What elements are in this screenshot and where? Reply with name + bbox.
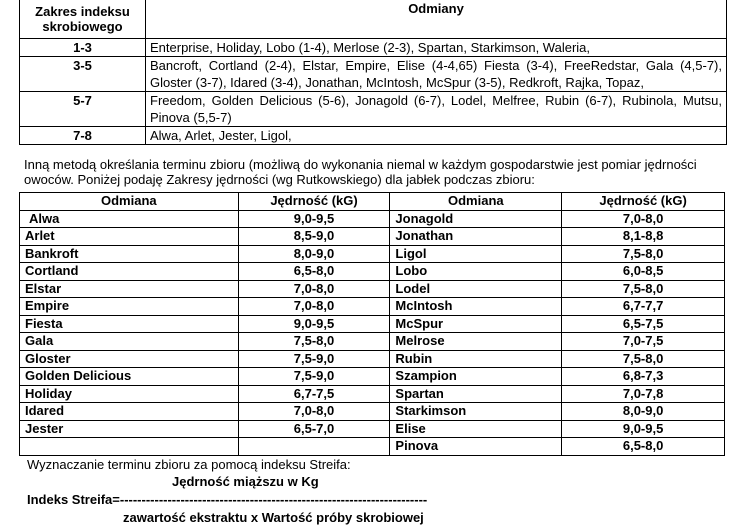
table-row: [20, 438, 725, 456]
variety-cell: Rubin: [390, 350, 562, 368]
firmness-cell: [238, 438, 390, 456]
formula-dashes: -----------------------------------------------------------------------: [119, 492, 428, 507]
variety-cell: Fiesta: [20, 315, 239, 333]
table-row: [20, 228, 725, 246]
firmness-cell: 7,0-8,0: [238, 280, 390, 298]
firmness-cell: 6,5-7,0: [238, 420, 390, 438]
variety-cell: [20, 438, 239, 456]
firmness-cell: 6,5-8,0: [562, 438, 725, 456]
firmness-paragraph: Inną metodą określania terminu zbioru (możliwą do wykonania niemal w każdym gospodarstwie jest pomiar jędrności owoców. Poniżej podaję Zakresy jędrności (wg Rutkowskiego) dla jabłek podczas zbioru:: [24, 157, 697, 187]
table-row: [20, 57, 727, 92]
formula-lhs: Indeks Streifa=: [27, 492, 120, 507]
header-firmness-2: Jędrność (kG): [562, 193, 725, 211]
formula-line: [27, 492, 427, 507]
variety-cell: McSpur: [390, 315, 562, 333]
formula-denominator: zawartość ekstraktu x Wartość próby skrobiowej: [123, 510, 424, 525]
range-cell: 3-5: [20, 57, 146, 92]
variety-cell: Idared: [20, 403, 239, 421]
varieties-cell: Freedom, Golden Delicious (5-6), Jonagold (6-7), Lodel, Melfree, Rubin (6-7), Rubinola, Mutsu, Pinova (5,5-7): [146, 92, 727, 127]
header-variety-1: Odmiana: [20, 193, 239, 211]
header-range: Zakres indeksu skrobiowego: [20, 0, 146, 39]
table-row: [20, 385, 725, 403]
table-row: [20, 298, 725, 316]
variety-cell: Pinova: [390, 438, 562, 456]
firmness-table-body: [20, 210, 725, 455]
variety-cell: Alwa: [20, 210, 239, 228]
variety-cell: Golden Delicious: [20, 368, 239, 386]
variety-cell: Lodel: [390, 280, 562, 298]
variety-cell: Jonathan: [390, 228, 562, 246]
formula-numerator: Jędrność miąższu w Kg: [172, 474, 319, 489]
variety-cell: Spartan: [390, 385, 562, 403]
firmness-cell: 7,0-8,0: [238, 403, 390, 421]
variety-cell: Melrose: [390, 333, 562, 351]
table-row: [20, 127, 727, 145]
varieties-cell: Alwa, Arlet, Jester, Ligol,: [146, 127, 727, 145]
variety-cell: Elise: [390, 420, 562, 438]
firmness-cell: 7,5-8,0: [562, 245, 725, 263]
firmness-cell: 6,7-7,5: [238, 385, 390, 403]
table-row: [20, 420, 725, 438]
firmness-cell: 7,0-7,8: [562, 385, 725, 403]
table-header-row: [20, 193, 725, 211]
variety-cell: Gala: [20, 333, 239, 351]
table-row: [20, 333, 725, 351]
table-row: [20, 350, 725, 368]
range-cell: 5-7: [20, 92, 146, 127]
table-row: [20, 210, 725, 228]
firmness-cell: 7,0-7,5: [562, 333, 725, 351]
firmness-table: [19, 192, 725, 456]
firmness-cell: 6,8-7,3: [562, 368, 725, 386]
table-row: [20, 245, 725, 263]
firmness-cell: 7,5-8,0: [562, 280, 725, 298]
firmness-cell: 6,5-7,5: [562, 315, 725, 333]
firmness-cell: 8,0-9,0: [562, 403, 725, 421]
table-row: [20, 403, 725, 421]
firmness-cell: 6,0-8,5: [562, 263, 725, 281]
table-row: [20, 39, 727, 57]
firmness-cell: 6,5-8,0: [238, 263, 390, 281]
firmness-cell: 6,7-7,7: [562, 298, 725, 316]
variety-cell: Holiday: [20, 385, 239, 403]
variety-cell: Starkimson: [390, 403, 562, 421]
firmness-cell: 7,0-8,0: [562, 210, 725, 228]
variety-cell: Szampion: [390, 368, 562, 386]
firmness-cell: 7,5-8,0: [238, 333, 390, 351]
table-row: [20, 280, 725, 298]
variety-cell: Cortland: [20, 263, 239, 281]
formula-intro: Wyznaczanie terminu zbioru za pomocą indeksu Streifa:: [27, 457, 351, 472]
firmness-cell: 9,0-9,5: [238, 210, 390, 228]
firmness-cell: 7,5-9,0: [238, 350, 390, 368]
header-variety-2: Odmiana: [390, 193, 562, 211]
firmness-cell: 8,1-8,8: [562, 228, 725, 246]
table-row: [20, 263, 725, 281]
header-varieties: Odmiany: [146, 0, 727, 39]
starch-index-table: [19, 0, 727, 145]
variety-cell: Arlet: [20, 228, 239, 246]
variety-cell: Empire: [20, 298, 239, 316]
firmness-cell: 7,0-8,0: [238, 298, 390, 316]
varieties-cell: Enterprise, Holiday, Lobo (1-4), Merlose (2-3), Spartan, Starkimson, Waleria,: [146, 39, 727, 57]
table-row: [20, 315, 725, 333]
table-row: [20, 368, 725, 386]
variety-cell: Gloster: [20, 350, 239, 368]
variety-cell: Lobo: [390, 263, 562, 281]
variety-cell: Ligol: [390, 245, 562, 263]
variety-cell: Jester: [20, 420, 239, 438]
variety-cell: Bankroft: [20, 245, 239, 263]
table-header-row: [20, 0, 727, 39]
range-cell: 1-3: [20, 39, 146, 57]
firmness-cell: 7,5-9,0: [238, 368, 390, 386]
range-cell: 7-8: [20, 127, 146, 145]
variety-cell: McIntosh: [390, 298, 562, 316]
variety-cell: Jonagold: [390, 210, 562, 228]
table-row: [20, 92, 727, 127]
firmness-cell: 8,5-9,0: [238, 228, 390, 246]
firmness-cell: 9,0-9,5: [238, 315, 390, 333]
firmness-cell: 9,0-9,5: [562, 420, 725, 438]
firmness-cell: 7,5-8,0: [562, 350, 725, 368]
header-firmness-1: Jędrność (kG): [238, 193, 390, 211]
variety-cell: Elstar: [20, 280, 239, 298]
firmness-cell: 8,0-9,0: [238, 245, 390, 263]
varieties-cell: Bancroft, Cortland (2-4), Elstar, Empire, Elise (4-4,65) Fiesta (3-4), FreeRedstar, Gala (4,5-7), Gloster (3-7), Idared (3-4), Jonathan, McIntosh, McSpur (3-5), Redkroft, Rajka, Topaz,: [146, 57, 727, 92]
